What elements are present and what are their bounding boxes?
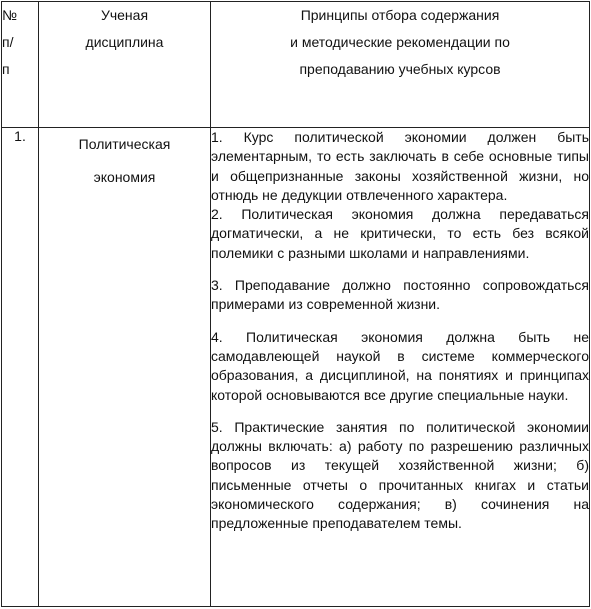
header-principles-cell <box>211 2 590 128</box>
header-row <box>2 2 590 128</box>
header-principles-line: и методические рекомендации по <box>290 34 510 50</box>
header-number-line: п <box>2 61 10 77</box>
curriculum-table <box>1 1 590 607</box>
row-number: 1. <box>2 128 39 607</box>
recommendation-item: 1. Курс политической экономии должен быть элементарным, то есть заключать в себе основные типы и общепризнанные законы хозяйственной жизни, но отнюдь не дедукции отвлеченного характера. <box>211 129 589 203</box>
recommendation-item: 4. Политическая экономия должна быть не самодавлеющей наукой в системе коммерческого образования, а дисциплиной, на понятиях и принципах которой основываются все другие специальные науки. <box>211 328 589 403</box>
header-number-cell <box>2 2 39 128</box>
header-number-line: № <box>2 7 18 23</box>
header-discipline-line: Ученая <box>100 7 149 23</box>
header-discipline-cell <box>39 2 211 128</box>
subject-cell <box>39 128 211 607</box>
recommendation-item: 3. Преподавание должно постоянно сопровождаться примерами из современной жизни. <box>211 277 589 313</box>
recommendation-item: 5. Практические занятия по политической экономии должны включать: а) работу по разрешению различных вопросов из текущей хозяйственной жизни; б) письменные отчеты о прочитанных книгах и статьи экономического содержания; в) сочинения на предложенные преподавателем темы. <box>211 418 589 532</box>
header-principles-line: Принципы отбора содержания <box>300 7 500 23</box>
table-row <box>2 128 590 607</box>
header-principles-line: преподаванию учебных курсов <box>299 61 501 77</box>
recommendations-cell <box>211 128 590 607</box>
header-number-line: п/ <box>2 34 14 50</box>
recommendation-item: 2. Политическая экономия должна передаваться догматически, а не критически, то есть без всякой полемики с разными школами и направлениями. <box>211 206 589 261</box>
subject-line: экономия <box>93 169 156 185</box>
header-discipline-line: дисциплина <box>85 34 164 50</box>
subject-line: Политическая <box>78 136 171 152</box>
